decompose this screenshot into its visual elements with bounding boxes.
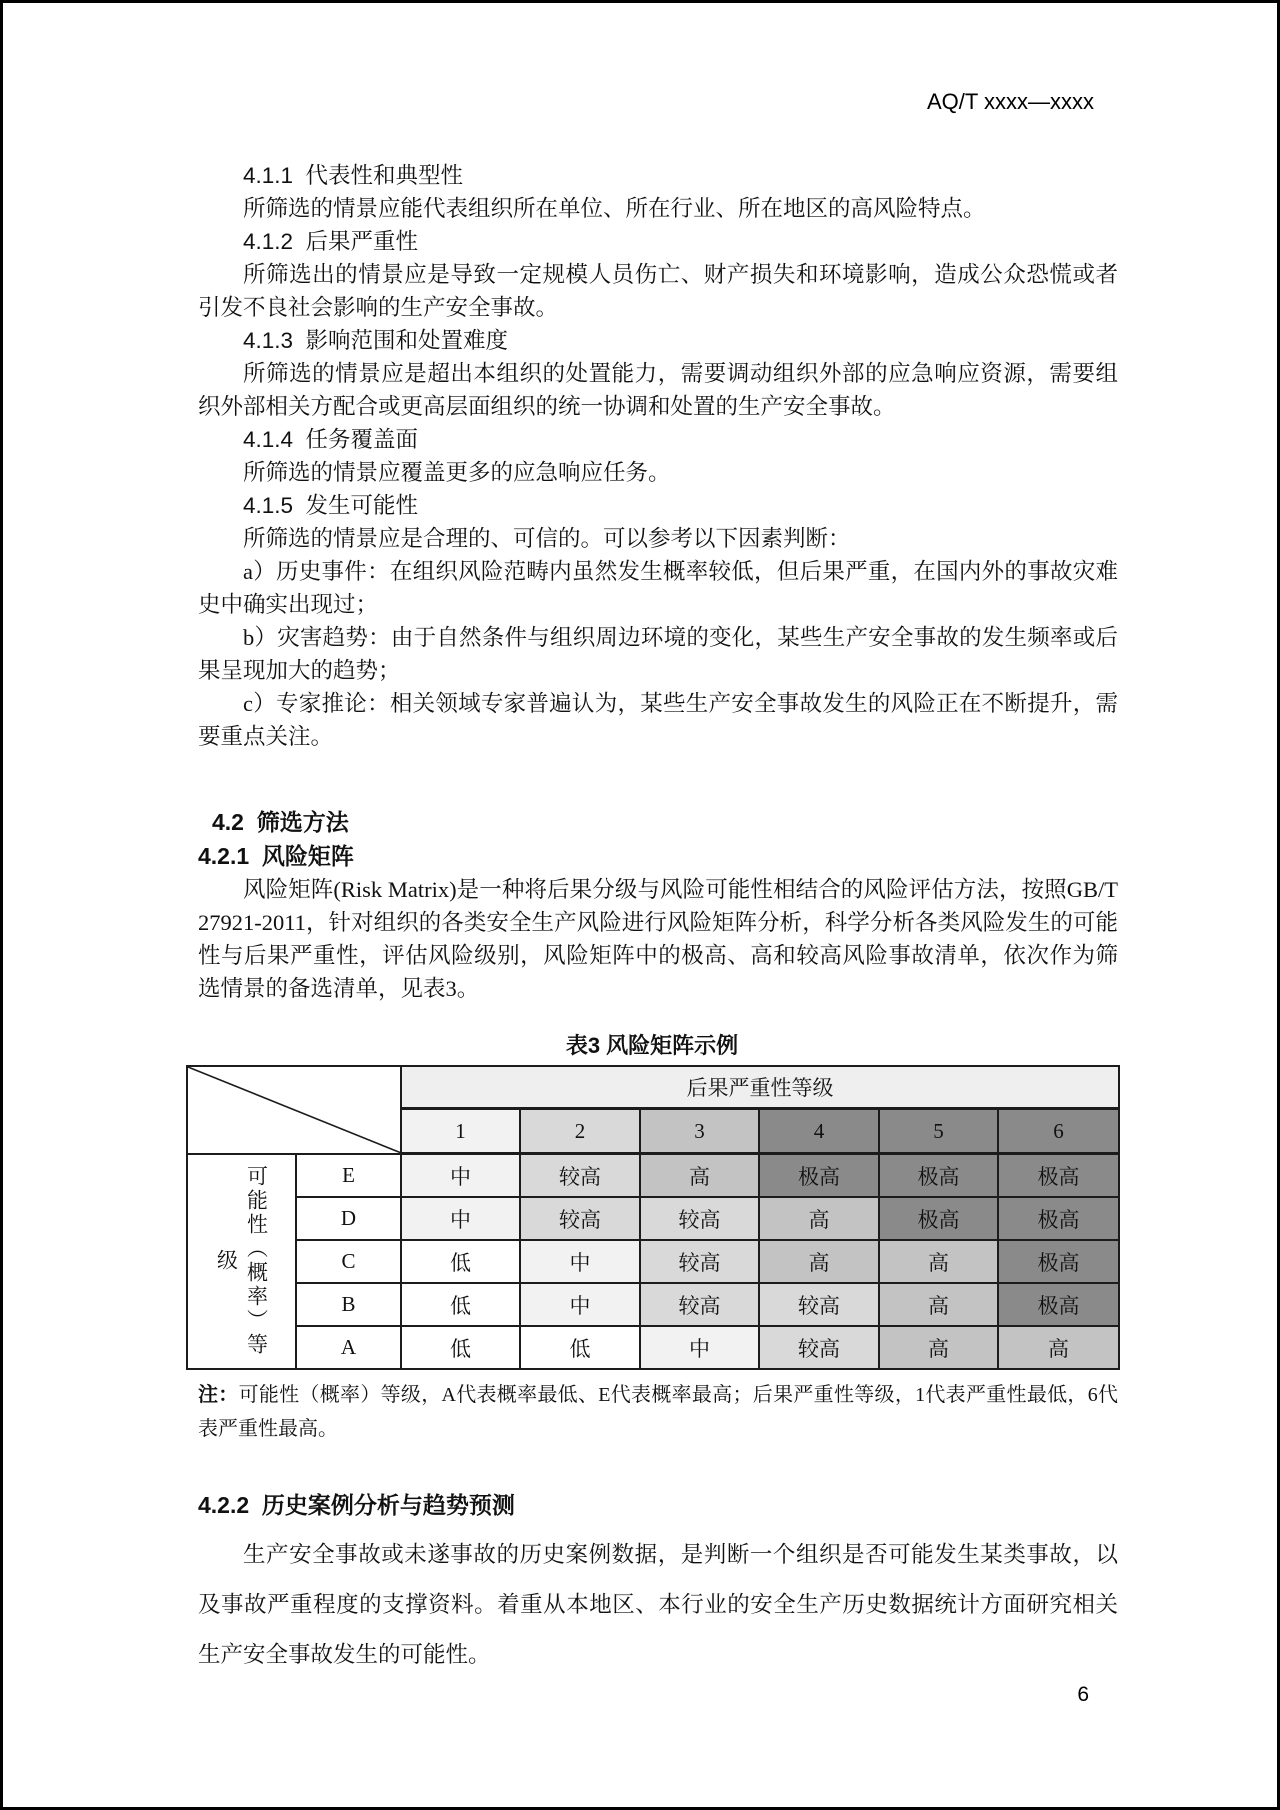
heading-4-2-2: 4.2.2 历史案例分析与趋势预测 bbox=[198, 1492, 515, 1518]
risk-cell: 低 bbox=[401, 1283, 520, 1326]
risk-cell: 较高 bbox=[640, 1197, 759, 1240]
risk-cell: 高 bbox=[879, 1326, 998, 1369]
risk-cell: 高 bbox=[759, 1240, 879, 1283]
risk-cell: 极高 bbox=[879, 1154, 998, 1198]
paragraph: 生产安全事故或未遂事故的历史案例数据，是判断一个组织是否可能发生某类事故，以及事故严重程度的支撑资料。着重从本地区、本行业的安全生产历史数据统计方面研究相关生产安全事故发生的可能性。 bbox=[198, 1542, 1118, 1667]
severity-level-header: 4 bbox=[759, 1109, 879, 1154]
diagonal-line-icon bbox=[188, 1067, 400, 1153]
paragraph: 所筛选出的情景应是导致一定规模人员伤亡、财产损失和环境影响，造成公众恐慌或者引发不良社会影响的生产安全事故。 bbox=[198, 262, 1118, 320]
risk-cell: 中 bbox=[401, 1197, 520, 1240]
severity-level-header: 1 bbox=[401, 1109, 520, 1154]
note-text: 可能性（概率）等级，A代表概率最低、E代表概率最高；后果严重性等级，1代表严重性最低，6代表严重性最高。 bbox=[198, 1384, 1119, 1440]
risk-cell: 高 bbox=[879, 1240, 998, 1283]
table-caption: 表3 风险矩阵示例 bbox=[565, 1033, 739, 1058]
list-item-b: b）灾害趋势：由于自然条件与组织周边环境的变化，某些生产安全事故的发生频率或后果呈现加大的趋势； bbox=[198, 625, 1118, 683]
diagonal-corner-cell bbox=[187, 1066, 401, 1154]
risk-cell: 低 bbox=[401, 1240, 520, 1283]
risk-cell: 极高 bbox=[998, 1154, 1119, 1198]
heading-4-1-5: 4.1.5 发生可能性 bbox=[243, 493, 419, 518]
probability-level-B: B bbox=[296, 1283, 401, 1326]
paragraph: 所筛选的情景应能代表组织所在单位、所在行业、所在地区的高风险特点。 bbox=[243, 196, 986, 221]
heading-4-2: 4.2 筛选方法 bbox=[212, 809, 349, 835]
probability-level-A: A bbox=[296, 1326, 401, 1369]
content-area bbox=[186, 3, 1124, 1680]
risk-cell: 高 bbox=[879, 1283, 998, 1326]
heading-4-1-1: 4.1.1 代表性和典型性 bbox=[243, 163, 464, 188]
severity-axis-header: 后果严重性等级 bbox=[401, 1066, 1119, 1109]
note-label: 注： bbox=[198, 1384, 239, 1406]
probability-level-E: E bbox=[296, 1154, 401, 1198]
heading-4-1-4: 4.1.4 任务覆盖面 bbox=[243, 427, 419, 452]
section-4-1 bbox=[186, 159, 1118, 753]
page-number: 6 bbox=[1077, 1683, 1089, 1706]
risk-cell: 高 bbox=[759, 1197, 879, 1240]
risk-cell: 低 bbox=[520, 1326, 640, 1369]
risk-cell: 较高 bbox=[759, 1326, 879, 1369]
heading-4-1-2: 4.1.2 后果严重性 bbox=[243, 229, 419, 254]
paragraph: 所筛选的情景应覆盖更多的应急响应任务。 bbox=[243, 460, 671, 485]
heading-4-1-3: 4.1.3 影响范围和处置难度 bbox=[243, 328, 509, 353]
probability-level-D: D bbox=[296, 1197, 401, 1240]
risk-cell: 极高 bbox=[998, 1197, 1119, 1240]
paragraph: 所筛选的情景应是超出本组织的处置能力，需要调动组织外部的应急响应资源，需要组织外部相关方配合或更高层面组织的统一协调和处置的生产安全事故。 bbox=[198, 361, 1118, 419]
risk-cell: 低 bbox=[401, 1326, 520, 1369]
risk-cell: 中 bbox=[401, 1154, 520, 1198]
severity-level-header: 5 bbox=[879, 1109, 998, 1154]
risk-cell: 中 bbox=[520, 1240, 640, 1283]
paragraph: 所筛选的情景应是合理的、可信的。可以参考以下因素判断： bbox=[243, 526, 851, 551]
severity-level-header: 3 bbox=[640, 1109, 759, 1154]
list-item-c: c）专家推论：相关领域专家普遍认为，某些生产安全事故发生的风险正在不断提升，需要重点关注。 bbox=[198, 691, 1118, 749]
risk-matrix-table bbox=[186, 1065, 1120, 1370]
risk-cell: 较高 bbox=[640, 1283, 759, 1326]
table-note bbox=[198, 1378, 1118, 1446]
heading-4-2-1: 4.2.1 风险矩阵 bbox=[198, 843, 354, 869]
list-item-a: a）历史事件：在组织风险范畴内虽然发生概率较低，但后果严重，在国内外的事故灾难史中确实出现过； bbox=[198, 559, 1118, 617]
risk-cell: 较高 bbox=[759, 1283, 879, 1326]
paragraph: 风险矩阵(Risk Matrix)是一种将后果分级与风险可能性相结合的风险评估方法，按照GB/T 27921-2011，针对组织的各类安全生产风险进行风险矩阵分析，科学分析各类风险发生的可能性与后果严重性，评估风险级别，风险矩阵中的极高、高和较高风险事故清单，依次作为筛选情景的备选清单，见表3。 bbox=[198, 877, 1124, 1001]
risk-cell: 高 bbox=[640, 1154, 759, 1198]
probability-level-C: C bbox=[296, 1240, 401, 1283]
severity-level-header: 6 bbox=[998, 1109, 1119, 1154]
risk-cell: 较高 bbox=[520, 1197, 640, 1240]
risk-cell: 较高 bbox=[640, 1240, 759, 1283]
probability-axis-label: 可能性（概率）等级 bbox=[187, 1154, 296, 1370]
risk-cell: 较高 bbox=[520, 1154, 640, 1198]
risk-cell: 极高 bbox=[998, 1240, 1119, 1283]
risk-cell: 中 bbox=[520, 1283, 640, 1326]
standard-number-header: AQ/T xxxx—xxxx bbox=[926, 89, 1094, 114]
severity-level-header: 2 bbox=[520, 1109, 640, 1154]
risk-cell: 极高 bbox=[879, 1197, 998, 1240]
risk-cell: 中 bbox=[640, 1326, 759, 1369]
risk-cell: 极高 bbox=[759, 1154, 879, 1198]
risk-cell: 高 bbox=[998, 1326, 1119, 1369]
risk-cell: 极高 bbox=[998, 1283, 1119, 1326]
